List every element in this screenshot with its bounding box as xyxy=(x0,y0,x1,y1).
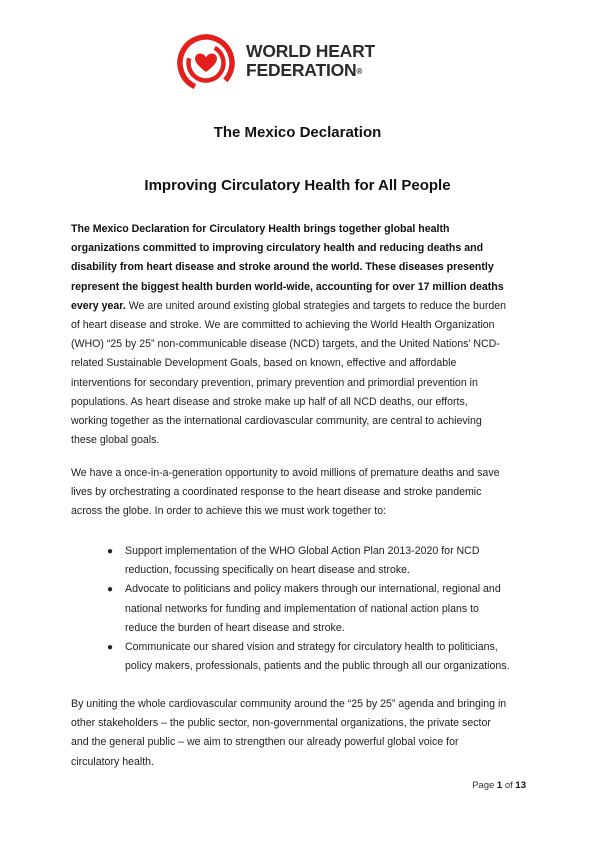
intro-line: these global goals. xyxy=(71,434,160,447)
intro-paragraph xyxy=(71,220,531,450)
list-item xyxy=(71,542,541,580)
bullet-line: Advocate to politicians and policy makers through our international, regional and xyxy=(125,583,501,596)
document-title: The Mexico Declaration xyxy=(213,124,382,141)
closing-line: and the general public – we aim to strengthen our already powerful global voice for xyxy=(71,736,459,749)
document-subtitle: Improving Circulatory Health for All People xyxy=(144,177,451,194)
intro-mixed-rest: We are united around existing global strategies and targets to reduce the burden xyxy=(125,299,507,312)
intro-bold-line: represent the biggest health burden world-wide, accounting for over 17 million deaths xyxy=(71,280,504,293)
bullet-line: policy makers, professionals, patients and the public through all our organizations. xyxy=(125,660,510,673)
logo-line-2: FEDERATION xyxy=(246,60,357,80)
intro-bold-end: every year. xyxy=(71,299,126,312)
registered-mark: ® xyxy=(356,67,363,76)
current-page: 1 xyxy=(496,780,503,791)
opportunity-line: across the globe. In order to achieve this we must work together to: xyxy=(71,505,387,518)
closing-paragraph xyxy=(71,695,531,772)
world-heart-federation-logo xyxy=(176,33,396,93)
list-item xyxy=(71,580,541,638)
action-bullet-list xyxy=(71,542,541,676)
opportunity-line: lives by orchestrating a coordinated response to the heart disease and stroke pandemic xyxy=(71,486,482,499)
bullet-icon: ● xyxy=(107,546,114,557)
bullet-line: Support implementation of the WHO Global Action Plan 2013-2020 for NCD xyxy=(125,545,480,557)
intro-bold-line: disability from heart disease and stroke around the world. These diseases presently xyxy=(71,261,494,274)
bullet-line: reduce the burden of heart disease and stroke. xyxy=(125,621,345,634)
bullet-line: national networks for funding and implementation of national action plans to xyxy=(125,602,479,615)
intro-line: interventions for secondary prevention, primary prevention and primordial prevention in xyxy=(71,376,478,389)
intro-line: working together as the international cardiovascular community, are central to achieving xyxy=(71,415,482,428)
total-pages: 13 xyxy=(515,780,526,791)
intro-line: (WHO) “25 by 25” non-communicable disease (NCD) targets, and the United Nations’ NCD- xyxy=(71,338,500,351)
intro-line: related Sustainable Development Goals, based on known, effective and affordable xyxy=(71,357,457,370)
intro-bold-line: The Mexico Declaration for Circulatory Health brings together global health xyxy=(71,223,450,235)
closing-line: By uniting the whole cardiovascular community around the “25 by 25” agenda and bringing in xyxy=(71,698,507,710)
bullet-line: Communicate our shared vision and strategy for circulatory health to politicians, xyxy=(125,641,498,654)
page-number xyxy=(472,780,526,791)
bullet-line: reduction, focussing specifically on heart disease and stroke. xyxy=(125,564,411,577)
of-word: of xyxy=(504,780,513,791)
logo-line-1: WORLD HEART xyxy=(246,41,376,61)
logo-wordmark xyxy=(246,42,375,80)
closing-line: other stakeholders – the public sector, non-governmental organizations, the private sector xyxy=(71,717,491,730)
intro-bold-line: organizations committed to improving circulatory health and reducing deaths and xyxy=(71,242,484,255)
intro-mixed-line xyxy=(71,297,531,316)
bullet-icon: ● xyxy=(107,584,114,596)
heart-swirl-icon xyxy=(176,33,238,93)
closing-line: circulatory health. xyxy=(71,755,155,768)
bullet-icon: ● xyxy=(107,642,114,654)
opportunity-line: We have a once-in-a-generation opportunity to avoid millions of premature deaths and save xyxy=(71,467,500,479)
list-item xyxy=(71,638,541,676)
page-word: Page xyxy=(472,780,495,791)
opportunity-paragraph xyxy=(71,464,531,522)
intro-line: of heart disease and stroke. We are committed to achieving the World Health Organization xyxy=(71,319,495,332)
intro-line: populations. As heart disease and stroke make up half of all NCD deaths, our efforts, xyxy=(71,395,468,408)
